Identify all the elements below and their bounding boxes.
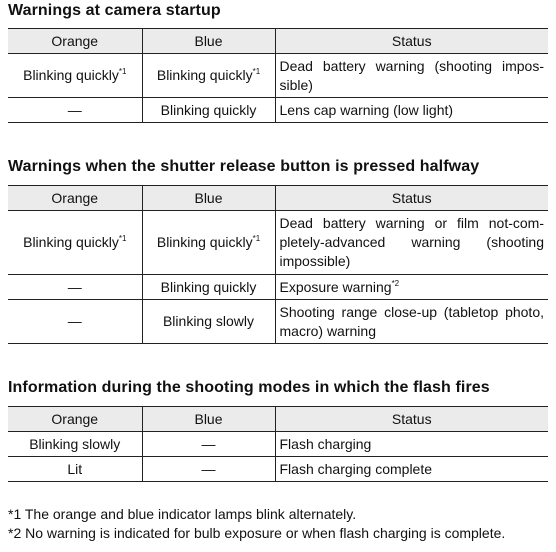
status-cell: Shooting range close-up (tabletop photo, macro) warning bbox=[275, 300, 548, 344]
orange-cell: Blinking quickly$^{*1}$ bbox=[8, 211, 142, 275]
header-row bbox=[8, 186, 548, 211]
column-header-orange: Orange bbox=[8, 29, 142, 54]
column-header-status: Status bbox=[275, 29, 548, 54]
table-row bbox=[8, 54, 548, 98]
table-row bbox=[8, 300, 548, 344]
status-cell: Exposure warning$^{*2}$ bbox=[275, 275, 548, 300]
information-table bbox=[8, 406, 548, 482]
table-row bbox=[8, 98, 548, 123]
status-cell: Lens cap warning (low light) bbox=[275, 98, 548, 123]
column-header-status: Status bbox=[275, 407, 548, 432]
table-row bbox=[8, 275, 548, 300]
footnote-ref: *1 bbox=[118, 67, 127, 76]
header-row bbox=[8, 29, 548, 54]
table-row bbox=[8, 211, 548, 275]
status-cell: Flash charging bbox=[275, 432, 548, 457]
section-title: Warnings at camera startup bbox=[8, 2, 221, 19]
footnote-ref: *1 bbox=[252, 67, 261, 76]
column-header-blue: Blue bbox=[142, 186, 275, 211]
footnote: *2 No warning is indicated for bulb exposure or when flash charging is complete. bbox=[8, 525, 506, 541]
status-cell: Flash charging complete bbox=[275, 457, 548, 482]
blue-cell: — bbox=[142, 457, 275, 482]
column-header-blue: Blue bbox=[142, 407, 275, 432]
blue-cell: — bbox=[142, 432, 275, 457]
footnote-ref: *1 bbox=[118, 234, 127, 243]
footnote-ref: *2 bbox=[391, 278, 400, 288]
section-title: Information during the shooting modes in which the flash fires bbox=[8, 379, 490, 396]
blue-cell: Blinking quickly$^{*1}$ bbox=[142, 211, 275, 275]
orange-cell: — bbox=[8, 98, 142, 123]
status-cell: Dead battery warning or film not-completely-advanced warning (shooting impossible) bbox=[275, 211, 548, 275]
orange-cell: Lit bbox=[8, 457, 142, 482]
footnote-ref: *1 bbox=[252, 234, 261, 243]
table-row bbox=[8, 432, 548, 457]
section-title: Warnings when the shutter release button is pressed halfway bbox=[8, 158, 480, 175]
column-header-status: Status bbox=[275, 186, 548, 211]
column-header-orange: Orange bbox=[8, 407, 142, 432]
orange-cell: — bbox=[8, 300, 142, 344]
column-header-orange: Orange bbox=[8, 186, 142, 211]
column-header-blue: Blue bbox=[142, 29, 275, 54]
header-row bbox=[8, 407, 548, 432]
footnotes bbox=[8, 505, 505, 543]
warnings-table bbox=[8, 185, 548, 344]
orange-cell: — bbox=[8, 275, 142, 300]
blue-cell: Blinking slowly bbox=[142, 300, 275, 344]
blue-cell: Blinking quickly$^{*1}$ bbox=[142, 54, 275, 98]
orange-cell: Blinking slowly bbox=[8, 432, 142, 457]
warnings-table bbox=[8, 28, 548, 123]
footnote: *1 The orange and blue indicator lamps blink alternately. bbox=[8, 506, 357, 522]
blue-cell: Blinking quickly bbox=[142, 98, 275, 123]
status-cell: Dead battery warning (shooting impossible) bbox=[275, 54, 548, 98]
blue-cell: Blinking quickly bbox=[142, 275, 275, 300]
orange-cell: Blinking quickly$^{*1}$ bbox=[8, 54, 142, 98]
table-row bbox=[8, 457, 548, 482]
